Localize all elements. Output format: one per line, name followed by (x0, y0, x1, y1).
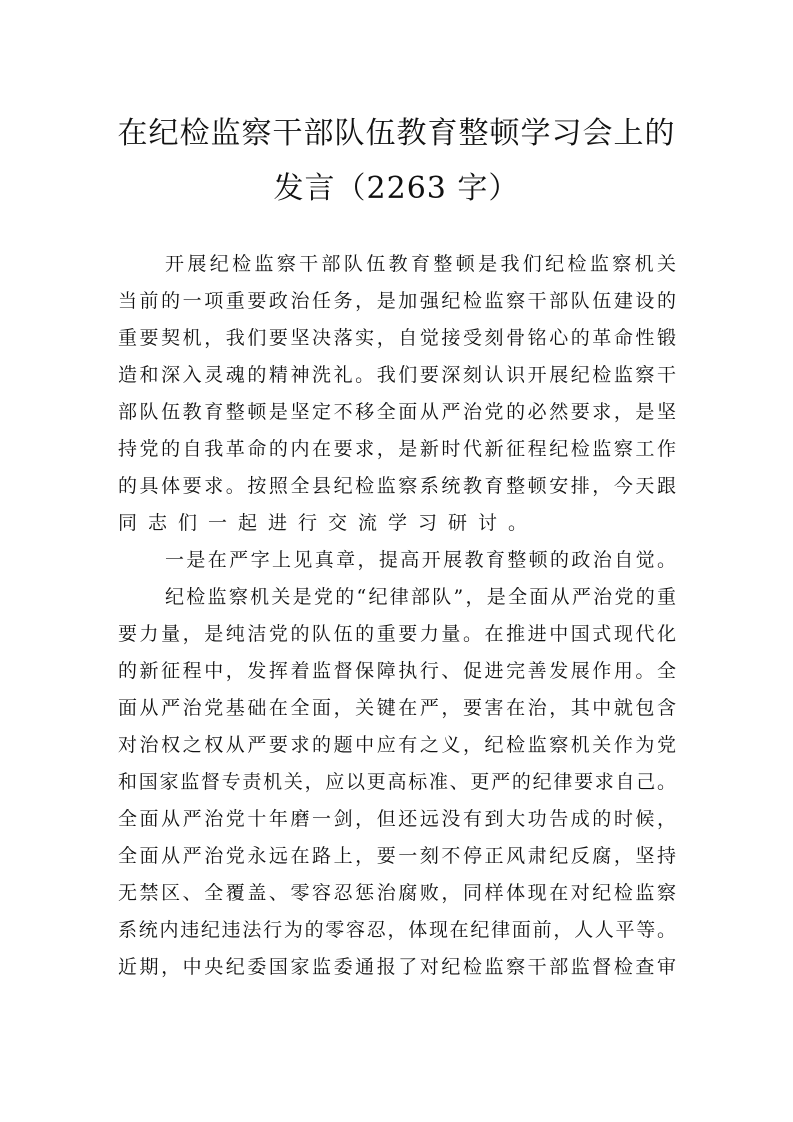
paragraph (118, 583, 676, 990)
paragraph-line: 要力量，是纯洁党的队伍的重要力量。在推进中国式现代化 (118, 623, 676, 645)
paragraph (118, 250, 676, 546)
document-title-line-2: 发言（2263 字） (273, 171, 520, 206)
paragraph-line: 无禁区、全覆盖、零容忍惩治腐败，同样体现在对纪检监察 (118, 882, 676, 904)
document-title-line-1: 在纪检监察干部队伍教育整顿学习会上的 (117, 116, 676, 151)
paragraph (118, 546, 676, 583)
paragraph-line: 造和深入灵魂的精神洗礼。我们要深刻认识开展纪检监察干 (118, 364, 676, 386)
document-body (118, 250, 676, 990)
paragraph-line: 对治权之权从严要求的题中应有之义，纪检监察机关作为党 (118, 734, 676, 756)
paragraph-line: 的新征程中，发挥着监督保障执行、促进完善发展作用。全 (118, 660, 676, 682)
paragraph-line: 近期，中央纪委国家监委通报了对纪检监察干部监督检查审 (118, 956, 676, 978)
paragraph-line: 当前的一项重要政治任务，是加强纪检监察干部队伍建设的 (118, 290, 676, 312)
paragraph-line: 同志们一起进行交流学习研讨。 (118, 512, 539, 534)
paragraph-line: 的具体要求。按照全县纪检监察系统教育整顿安排，今天跟 (118, 475, 676, 497)
paragraph-line: 面从严治党基础在全面，关键在严，要害在治，其中就包含 (118, 697, 676, 719)
paragraph-line: 纪检监察机关是党的“纪律部队”，是全面从严治党的重 (165, 586, 676, 608)
paragraph-line: 全面从严治党十年磨一剑，但还远没有到大功告成的时候， (118, 808, 676, 830)
paragraph-line: 和国家监督专责机关，应以更高标准、更严的纪律要求自己。 (118, 771, 676, 793)
paragraph-line: 持党的自我革命的内在要求，是新时代新征程纪检监察工作 (118, 438, 676, 460)
paragraph-line: 部队伍教育整顿是坚定不移全面从严治党的必然要求，是坚 (118, 401, 676, 423)
paragraph-line: 一是在严字上见真章，提高开展教育整顿的政治自觉。 (165, 549, 676, 571)
paragraph-line: 开展纪检监察干部队伍教育整顿是我们纪检监察机关 (165, 253, 676, 275)
paragraph-line: 重要契机，我们要坚决落实，自觉接受刻骨铭心的革命性锻 (118, 327, 676, 349)
paragraph-line: 全面从严治党永远在路上，要一刻不停正风肃纪反腐，坚持 (118, 845, 676, 867)
paragraph-line: 系统内违纪违法行为的零容忍，体现在纪律面前，人人平等。 (118, 919, 676, 941)
